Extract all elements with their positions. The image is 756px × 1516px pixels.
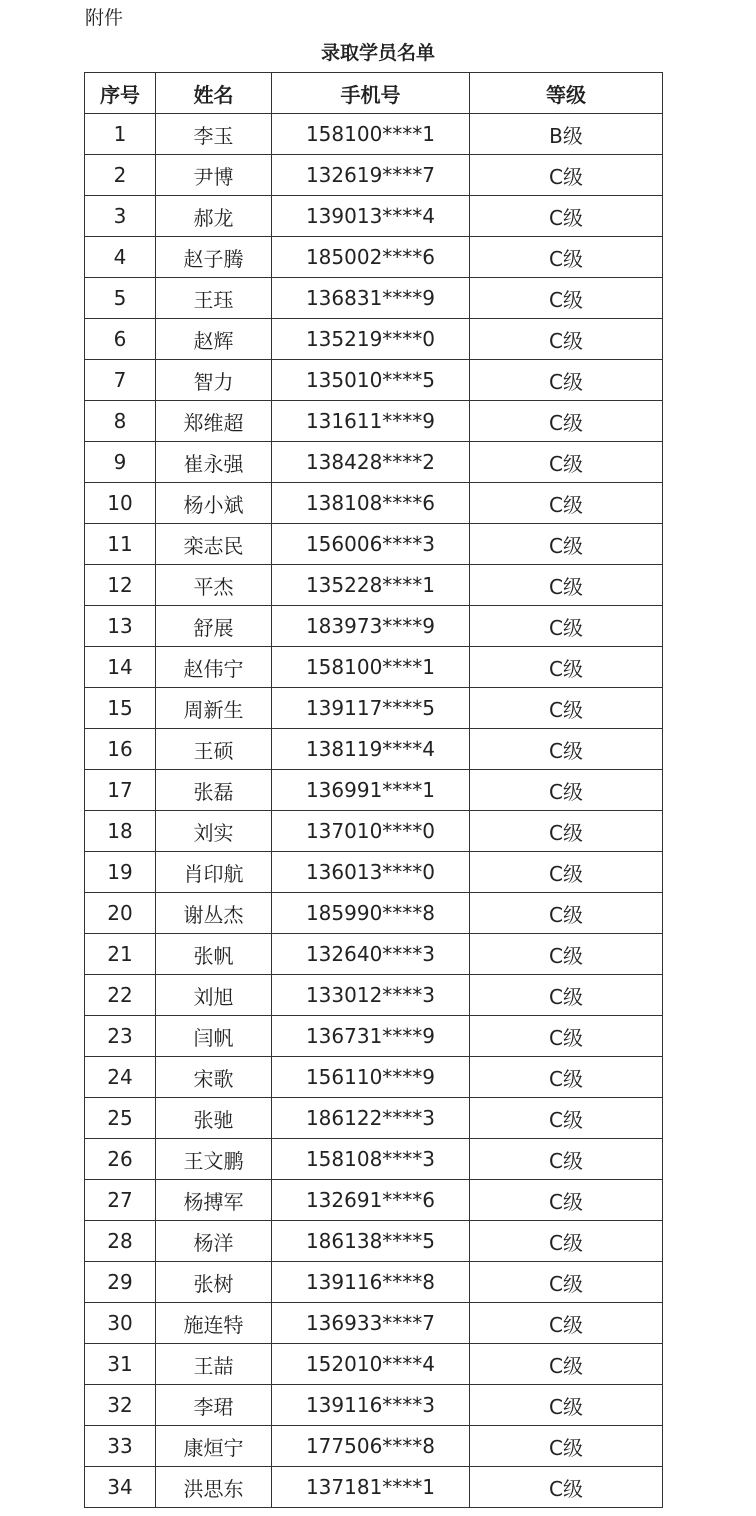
cell-name: 智力 — [156, 360, 272, 401]
table-row — [85, 606, 663, 647]
cell-number: 32 — [85, 1385, 156, 1426]
table-row — [85, 1385, 663, 1426]
cell-name: 栾志民 — [156, 524, 272, 565]
cell-phone: 132691****6 — [272, 1180, 470, 1221]
cell-phone: 133012****3 — [272, 975, 470, 1016]
cell-phone: 158100****1 — [272, 647, 470, 688]
cell-phone: 136013****0 — [272, 852, 470, 893]
cell-phone: 136933****7 — [272, 1303, 470, 1344]
cell-name: 洪思东 — [156, 1467, 272, 1508]
cell-grade: C级 — [470, 1426, 663, 1467]
cell-number: 14 — [85, 647, 156, 688]
cell-grade: C级 — [470, 852, 663, 893]
cell-name: 王硕 — [156, 729, 272, 770]
cell-number: 3 — [85, 196, 156, 237]
cell-phone: 131611****9 — [272, 401, 470, 442]
cell-number: 34 — [85, 1467, 156, 1508]
cell-name: 王喆 — [156, 1344, 272, 1385]
cell-name: 赵伟宁 — [156, 647, 272, 688]
cell-number: 26 — [85, 1139, 156, 1180]
cell-number: 33 — [85, 1426, 156, 1467]
cell-name: 张驰 — [156, 1098, 272, 1139]
table-row — [85, 1262, 663, 1303]
cell-phone: 185002****6 — [272, 237, 470, 278]
cell-name: 郑维超 — [156, 401, 272, 442]
cell-number: 8 — [85, 401, 156, 442]
cell-phone: 135219****0 — [272, 319, 470, 360]
attachment-label: 附件 — [85, 7, 124, 29]
cell-name: 刘实 — [156, 811, 272, 852]
table-row — [85, 565, 663, 606]
cell-name: 刘旭 — [156, 975, 272, 1016]
column-header-number: 序号 — [85, 73, 156, 114]
cell-name: 舒展 — [156, 606, 272, 647]
cell-number: 10 — [85, 483, 156, 524]
cell-phone: 132640****3 — [272, 934, 470, 975]
table-row — [85, 360, 663, 401]
cell-number: 9 — [85, 442, 156, 483]
cell-grade: C级 — [470, 1057, 663, 1098]
cell-grade: C级 — [470, 360, 663, 401]
table-row — [85, 1016, 663, 1057]
cell-name: 崔永强 — [156, 442, 272, 483]
cell-phone: 183973****9 — [272, 606, 470, 647]
cell-grade: C级 — [470, 196, 663, 237]
cell-number: 4 — [85, 237, 156, 278]
cell-number: 20 — [85, 893, 156, 934]
cell-phone: 139117****5 — [272, 688, 470, 729]
cell-phone: 139116****3 — [272, 1385, 470, 1426]
cell-name: 王文鹏 — [156, 1139, 272, 1180]
cell-phone: 132619****7 — [272, 155, 470, 196]
cell-name: 张树 — [156, 1262, 272, 1303]
cell-phone: 136991****1 — [272, 770, 470, 811]
table-row — [85, 729, 663, 770]
table-row — [85, 1139, 663, 1180]
cell-grade: C级 — [470, 524, 663, 565]
cell-grade: C级 — [470, 319, 663, 360]
cell-grade: C级 — [470, 893, 663, 934]
cell-phone: 137010****0 — [272, 811, 470, 852]
table-row — [85, 1344, 663, 1385]
cell-phone: 158108****3 — [272, 1139, 470, 1180]
cell-grade: C级 — [470, 1385, 663, 1426]
table-row — [85, 1098, 663, 1139]
cell-name: 李珺 — [156, 1385, 272, 1426]
cell-phone: 136831****9 — [272, 278, 470, 319]
cell-phone: 186138****5 — [272, 1221, 470, 1262]
table-row — [85, 278, 663, 319]
admitted-students-table — [84, 72, 663, 1508]
cell-phone: 156110****9 — [272, 1057, 470, 1098]
cell-name: 赵子腾 — [156, 237, 272, 278]
cell-grade: C级 — [470, 688, 663, 729]
header-row — [85, 73, 663, 114]
cell-grade: C级 — [470, 401, 663, 442]
cell-number: 6 — [85, 319, 156, 360]
cell-number: 15 — [85, 688, 156, 729]
document-title: 录取学员名单 — [320, 42, 435, 64]
table-row — [85, 688, 663, 729]
cell-grade: C级 — [470, 1098, 663, 1139]
cell-name: 宋歌 — [156, 1057, 272, 1098]
cell-grade: C级 — [470, 1344, 663, 1385]
cell-number: 18 — [85, 811, 156, 852]
table-row — [85, 1057, 663, 1098]
cell-grade: C级 — [470, 565, 663, 606]
cell-name: 谢丛杰 — [156, 893, 272, 934]
cell-grade: C级 — [470, 1139, 663, 1180]
table-row — [85, 196, 663, 237]
cell-grade: C级 — [470, 155, 663, 196]
cell-number: 27 — [85, 1180, 156, 1221]
cell-grade: C级 — [470, 483, 663, 524]
cell-number: 16 — [85, 729, 156, 770]
table-row — [85, 401, 663, 442]
cell-grade: B级 — [470, 114, 663, 155]
cell-name: 郝龙 — [156, 196, 272, 237]
cell-grade: C级 — [470, 811, 663, 852]
cell-phone: 177506****8 — [272, 1426, 470, 1467]
cell-phone: 156006****3 — [272, 524, 470, 565]
cell-phone: 185990****8 — [272, 893, 470, 934]
table-row — [85, 647, 663, 688]
cell-grade: C级 — [470, 1467, 663, 1508]
cell-number: 19 — [85, 852, 156, 893]
table-row — [85, 114, 663, 155]
table-header — [85, 73, 663, 114]
cell-grade: C级 — [470, 647, 663, 688]
cell-name: 杨搏军 — [156, 1180, 272, 1221]
cell-number: 12 — [85, 565, 156, 606]
cell-number: 24 — [85, 1057, 156, 1098]
column-header-name: 姓名 — [156, 73, 272, 114]
table-row — [85, 1180, 663, 1221]
cell-name: 杨洋 — [156, 1221, 272, 1262]
cell-grade: C级 — [470, 442, 663, 483]
cell-phone: 139116****8 — [272, 1262, 470, 1303]
cell-name: 李玉 — [156, 114, 272, 155]
table-row — [85, 442, 663, 483]
cell-name: 张帆 — [156, 934, 272, 975]
cell-grade: C级 — [470, 606, 663, 647]
table-body — [85, 114, 663, 1508]
cell-phone: 135010****5 — [272, 360, 470, 401]
cell-number: 17 — [85, 770, 156, 811]
cell-number: 25 — [85, 1098, 156, 1139]
cell-number: 5 — [85, 278, 156, 319]
cell-name: 张磊 — [156, 770, 272, 811]
cell-grade: C级 — [470, 975, 663, 1016]
cell-phone: 138428****2 — [272, 442, 470, 483]
cell-number: 11 — [85, 524, 156, 565]
cell-phone: 136731****9 — [272, 1016, 470, 1057]
cell-phone: 138119****4 — [272, 729, 470, 770]
cell-grade: C级 — [470, 1016, 663, 1057]
cell-name: 王珏 — [156, 278, 272, 319]
cell-name: 肖印航 — [156, 852, 272, 893]
cell-name: 闫帆 — [156, 1016, 272, 1057]
table-row — [85, 934, 663, 975]
cell-phone: 158100****1 — [272, 114, 470, 155]
cell-number: 7 — [85, 360, 156, 401]
table-row — [85, 770, 663, 811]
cell-number: 21 — [85, 934, 156, 975]
cell-grade: C级 — [470, 934, 663, 975]
table-row — [85, 483, 663, 524]
table-row — [85, 237, 663, 278]
cell-number: 22 — [85, 975, 156, 1016]
column-header-grade: 等级 — [470, 73, 663, 114]
cell-number: 30 — [85, 1303, 156, 1344]
table-row — [85, 852, 663, 893]
cell-grade: C级 — [470, 237, 663, 278]
cell-name: 平杰 — [156, 565, 272, 606]
cell-name: 康烜宁 — [156, 1426, 272, 1467]
table-row — [85, 1221, 663, 1262]
cell-grade: C级 — [470, 770, 663, 811]
cell-phone: 152010****4 — [272, 1344, 470, 1385]
cell-phone: 138108****6 — [272, 483, 470, 524]
cell-number: 1 — [85, 114, 156, 155]
table-row — [85, 1467, 663, 1508]
cell-number: 23 — [85, 1016, 156, 1057]
cell-name: 杨小斌 — [156, 483, 272, 524]
cell-grade: C级 — [470, 1180, 663, 1221]
table-row — [85, 1426, 663, 1467]
cell-number: 29 — [85, 1262, 156, 1303]
cell-phone: 135228****1 — [272, 565, 470, 606]
cell-grade: C级 — [470, 278, 663, 319]
cell-name: 周新生 — [156, 688, 272, 729]
cell-grade: C级 — [470, 1303, 663, 1344]
table-row — [85, 811, 663, 852]
cell-number: 13 — [85, 606, 156, 647]
table-row — [85, 524, 663, 565]
cell-name: 赵辉 — [156, 319, 272, 360]
cell-grade: C级 — [470, 729, 663, 770]
table-row — [85, 155, 663, 196]
cell-number: 28 — [85, 1221, 156, 1262]
cell-name: 尹博 — [156, 155, 272, 196]
column-header-phone: 手机号 — [272, 73, 470, 114]
table-row — [85, 893, 663, 934]
cell-grade: C级 — [470, 1262, 663, 1303]
cell-name: 施连特 — [156, 1303, 272, 1344]
table-row — [85, 975, 663, 1016]
cell-phone: 186122****3 — [272, 1098, 470, 1139]
table-row — [85, 1303, 663, 1344]
cell-phone: 137181****1 — [272, 1467, 470, 1508]
cell-grade: C级 — [470, 1221, 663, 1262]
table-row — [85, 319, 663, 360]
cell-number: 2 — [85, 155, 156, 196]
cell-phone: 139013****4 — [272, 196, 470, 237]
cell-number: 31 — [85, 1344, 156, 1385]
